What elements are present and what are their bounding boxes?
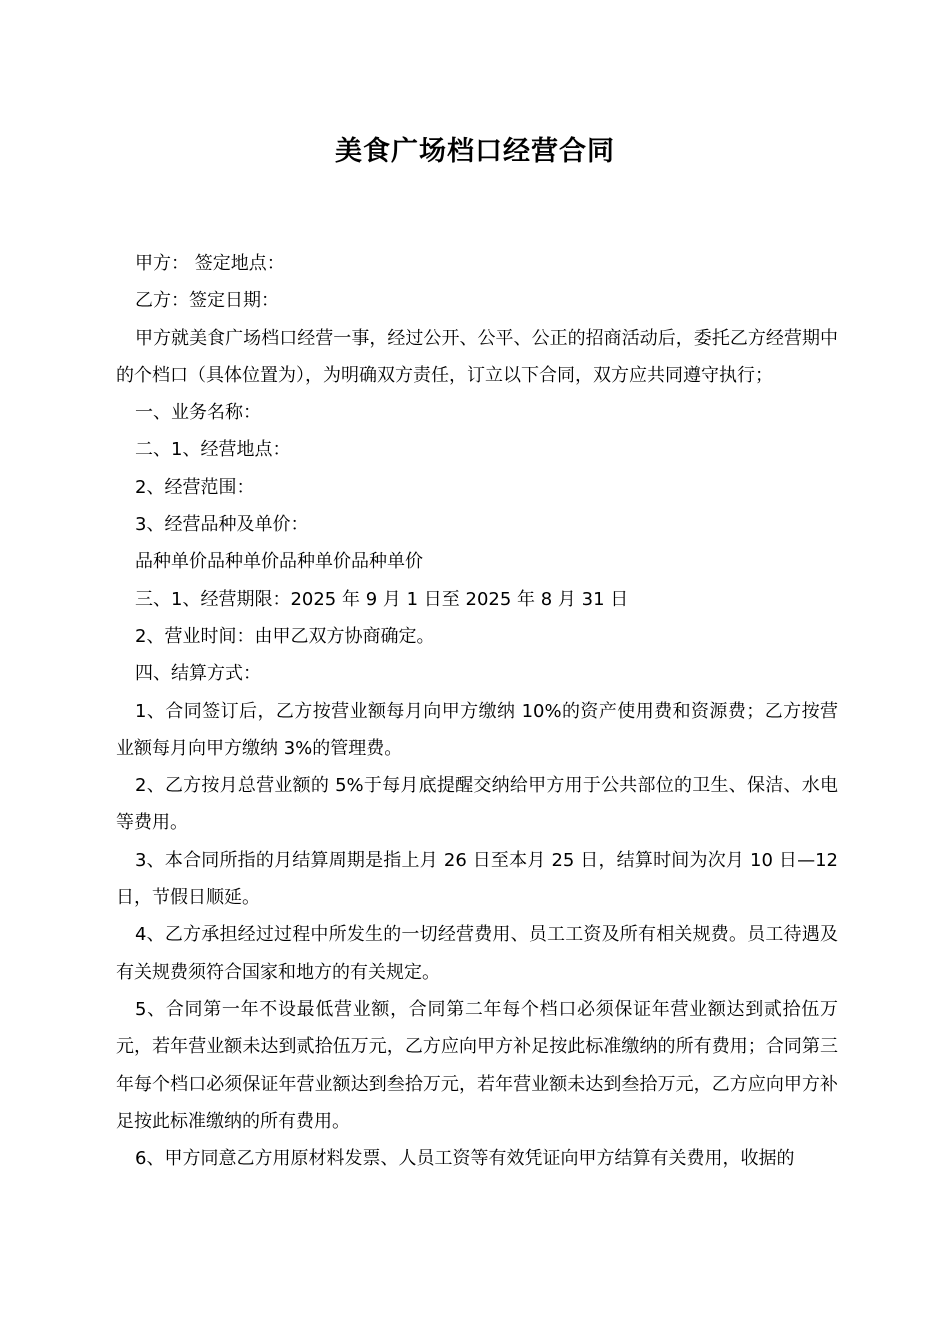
- party-b-line: 乙方：签定日期：: [135, 290, 279, 312]
- section-4-item-1: 1、合同签订后，乙方按营业额每月向甲方缴纳 10%的资产使用费和资源费；乙方按营业额每月向甲方缴纳 3%的管理费。: [116, 700, 838, 759]
- preamble-paragraph: 甲方就美食广场档口经营一事，经过公开、公平、公正的招商活动后，委托乙方经营期中的个档口（具体位置为），为明确双方责任，订立以下合同，双方应共同遵守执行；: [116, 327, 838, 386]
- section-2-item-2: 2、经营范围：: [135, 476, 255, 498]
- section-4-heading: 四、结算方式：: [135, 663, 261, 685]
- section-2-item-1: 二、1、经营地点：: [135, 439, 291, 461]
- document-title: 美食广场档口经营合同: [335, 136, 615, 167]
- section-1-heading: 一、业务名称：: [135, 402, 261, 424]
- document-body: [116, 245, 838, 1177]
- section-4-item-2: 2、乙方按月总营业额的 5%于每月底提醒​交纳给甲方用于公共部位的卫生、保洁、水电等费用。: [116, 775, 838, 834]
- party-a-line: 甲方： 签定地点：: [135, 253, 285, 274]
- product-price-header: 品种单价品种单价品种单价品种单价: [135, 551, 423, 573]
- section-4-item-4: 4、乙方承担经过过程中所发生的一切经营费用、员工工资及所有相关规费。员工待遇及有关规费须符合国家和地方的有关规定。: [116, 924, 838, 983]
- section-4-item-5: 5、合同第一年不设最低营业额，合同第二年每个档口必须保证年营业额达到贰拾伍万元，若年营业额未达到贰拾伍万元，乙方应向甲方补足按此标准缴纳的所有费用；合同第三年每个档口必须保证年营业额达到叁拾万元，若年营业额未达到叁拾万元，乙方应向甲方补足按此标准缴纳的所有费用。: [116, 998, 838, 1132]
- section-4-item-3: 3、本合同所指的月结算周期是指上月 26 日至本月 25 日，结算时间为次月 10 日—12 日，节假日顺延。: [116, 849, 838, 909]
- section-3-item-1: 三、1、经营期限：2025 年 9 月 1 日至 2025 年 8 月 31 日: [135, 588, 629, 610]
- section-2-item-3: 3、经营品种及单价：: [135, 514, 309, 536]
- section-4-item-6: 6、甲方同意乙方用原材料发票、人员工资等有效凭证向甲方结算有关费用，收据的: [135, 1148, 795, 1170]
- section-3-item-2: 2、营业时间：由甲乙双方协商确定。: [135, 625, 435, 647]
